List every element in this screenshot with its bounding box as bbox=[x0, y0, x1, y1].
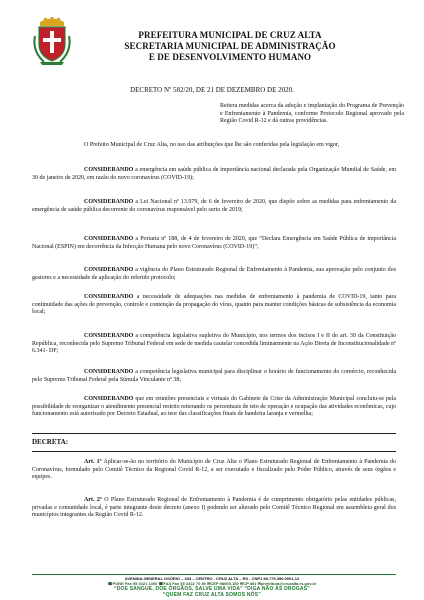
considerando-4 bbox=[32, 267, 396, 282]
considerando-text: a Lei Nacional nº 13.979, de 6 de fevereiro de 2020, que dispõe sobre as medidas para enfrentamento da emergência de saúde pública decorrente do coronavírus responsável pelo surto de 2019; bbox=[32, 199, 396, 213]
considerando-8 bbox=[32, 396, 396, 419]
coat-of-arms-icon bbox=[32, 16, 72, 66]
section-divider bbox=[32, 433, 396, 434]
header-line-2: SECRETARIA MUNICIPAL DE ADMINISTRAÇÃO bbox=[124, 41, 336, 51]
considerando-3 bbox=[32, 236, 396, 251]
article-text: Aplicar-se-ão no território do Município de Cruz Alta o Plano Estruturado Regional de Enfrentamento à Pandemia do Coronavírus, formulado pelo Comitê Técnico da Regional Covid R-12, a ser executado e fiscalizado pelo Poder Público, através de seus órgãos e equipes. bbox=[32, 459, 396, 481]
considerando-lead: CONSIDERANDO bbox=[84, 396, 134, 402]
footer-rule bbox=[32, 574, 396, 575]
decreta-heading: DECRETA: bbox=[32, 438, 69, 446]
header-line-1: PREFEITURA MUNICIPAL DE CRUZ ALTA bbox=[138, 30, 322, 40]
considerando-lead: CONSIDERANDO bbox=[84, 333, 134, 339]
footer bbox=[0, 576, 424, 598]
article-2 bbox=[32, 497, 396, 520]
considerando-text: a Portaria nº 188, de 4 de fevereiro de 2020, que “Declara Emergência em Saúde Pública de importância Nacional (ESPIN) em decorrência da Infecção Humana pelo novo Coronavírus (COVID-19)”; bbox=[32, 236, 396, 250]
section-divider bbox=[32, 451, 396, 452]
header-line-3: E DE DESENVOLVIMENTO HUMANO bbox=[148, 52, 312, 62]
article-1 bbox=[32, 459, 396, 482]
ementa: Reitera medidas acerca da adoção e implantação do Programa de Prevenção e Enfrentamento à Pandemia, conforme Protocolo Regional aprovado pela Região Covid R-12 e dá outras providências. bbox=[220, 103, 404, 125]
footer-contacts: ☎FONE Fax 55 3321 1300 ☎FAX Fax 55 3322 70 80 ✉CEP 98005-150 ✉CP 491 ✉prefeitura@cruzalta.rs.gov.br bbox=[107, 581, 317, 586]
considerando-1 bbox=[32, 167, 396, 182]
article-lead: Art. 1º bbox=[84, 459, 102, 465]
considerando-text: a competência legislativa municipal para disciplinar o horário de funcionamento do comércio, reconhecida pelo Supremo Tribunal Federal pela Súmula Vinculante nº 38; bbox=[32, 369, 396, 383]
considerando-5 bbox=[32, 294, 396, 317]
considerando-text: a emergência em saúde pública de importância nacional declarada pela Organização Mundial de Saúde, em 30 de janeiro de 2020, em razão do novo coronavírus (COVID-19); bbox=[32, 167, 396, 181]
considerando-text: a vigência do Plano Estruturado Regional de Enfrentamento à Pandemia, sua aprovação pelo conjunto dos gestores e a necessidade de aplicação do referido protocolo; bbox=[32, 267, 396, 281]
considerando-text: a competência legislativa supletiva do Município, nos termos dos incisos I e II do art. 30 da Constituição República, reconhecida pelo Supremo Tribunal Federal em sede de medida cautelar concedida liminarmente na Ação Direta de Inconstitucionalidade nº 6.341- DF; bbox=[32, 333, 396, 355]
considerando-2 bbox=[32, 199, 396, 214]
considerando-lead: CONSIDERANDO bbox=[84, 267, 134, 273]
considerando-text: que em reuniões presenciais e virtuais do Gabinete de Crise da Administração Municipal concluiu-se pela possibilidade de reorganizar o atendimento presencial restrito reiterando os percentuais de teto de operação e ocupação das atividades econômicas, cujo funcionamento está autorizado por Decreto Estadual, ao teor das classificações finais de bandeira laranja e vermelha; bbox=[32, 396, 396, 418]
considerando-lead: CONSIDERANDO bbox=[84, 294, 134, 300]
considerando-lead: CONSIDERANDO bbox=[84, 167, 134, 173]
preamble: O Prefeito Municipal de Cruz Alta, no uso das atribuições que lhe são conferidas pela legislação em vigor, bbox=[84, 142, 340, 148]
letterhead bbox=[24, 16, 404, 70]
considerando-7 bbox=[32, 369, 396, 384]
decree-title: DECRETO Nº 582/20, DE 21 DE DEZEMBRO DE 2020. bbox=[130, 86, 294, 94]
considerando-lead: CONSIDERANDO bbox=[84, 236, 134, 242]
article-lead: Art. 2º bbox=[84, 497, 102, 503]
considerando-lead: CONSIDERANDO bbox=[84, 199, 134, 205]
article-text: O Plano Estruturado Regional de Enfrentamento à Pandemia é de cumprimento obrigatório pelas entidades públicas, privadas e comunidade local, é parte integrante deste decreto (anexo I) podendo ser alterado pelo Comitê Técnico Regional em assembleia geral dos municípios integrantes da Região Covid R-12. bbox=[32, 497, 396, 519]
considerando-lead: CONSIDERANDO bbox=[84, 369, 134, 375]
footer-address: AVENIDA GENERAL OSÓRIO – 333 – CENTRO - CRUZ ALTA – RS - CNPJ 88.775.390.0001-12 bbox=[124, 576, 300, 581]
footer-slogan-1: “DOE SANGUE, DOE ÓRGÃOS, SALVE UMA VIDA” “DIGA NÃO ÀS DROGAS” bbox=[114, 586, 310, 592]
considerando-text: a necessidade de adequações nas medidas de enfrentamento à pandemia de COVID-19, tanto para continuidade das ações de prevenção, controle e contenção da propagação do vírus, quanto para manter condições básicas de subsistência da economia local; bbox=[32, 294, 396, 316]
considerando-6 bbox=[32, 333, 396, 356]
letterhead-titles bbox=[120, 30, 340, 63]
footer-slogan-2: “QUEM FAZ CRUZ ALTA SOMOS NÓS” bbox=[163, 592, 261, 598]
